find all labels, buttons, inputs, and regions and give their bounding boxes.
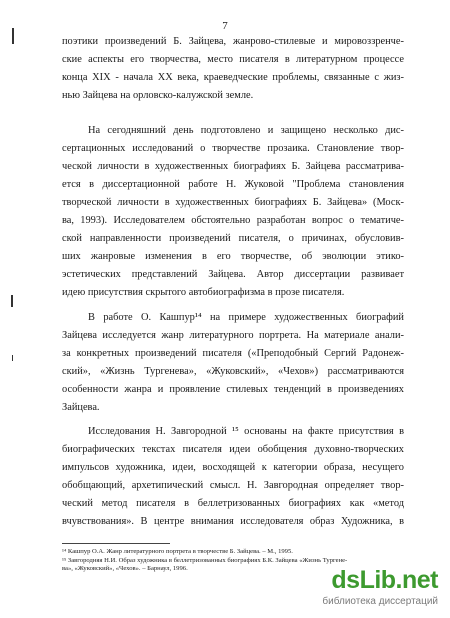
text-line: идею присутствия скрытого автобиографизма в прозе писателя. [62,287,345,298]
text-line: творческой личности в художественных биографиях Б. Зайцева» (Моск- [62,197,404,208]
text-line: ших жанровые изменения в его творчестве, об эволюции этико- [62,251,404,262]
text-line: импульсов художника, идеи, восходящей к категории образа, несущего [62,462,404,473]
footnote-divider [62,543,170,544]
text-line: ческий метод писателя в беллетризованных биографиях как «метод [62,498,404,509]
text-line: ский», «Жизнь Тургенева», «Жуковский», «Чехов») рассматриваются [62,366,404,377]
text-line: сертационных исследований о творчестве прозаика. Становление твор- [62,143,404,154]
margin-mark-lower [12,355,13,361]
page-number: 7 [222,20,228,32]
text-line: за конкретных произведений писателя («Преподобный Сергий Радонеж- [62,348,404,359]
dslib-tagline: библиотека диссертаций [322,596,438,607]
text-line: В работе О. Кашпур¹⁴ на примере художественных биографий [88,312,404,323]
text-line: Зайцева. [62,402,100,413]
text-line: нью Зайцева на орловско-калужской земле. [62,90,254,101]
text-line: конца XIX - начала XX века, краеведческие проблемы, связанные с жиз- [62,72,404,83]
text-line: вчувствования». В центре внимания исследователя образ Художника, в [62,516,404,527]
dslib-watermark [248,566,438,607]
text-line: Зайцева исследуется жанр литературного портрета. На материале анали- [62,330,404,341]
text-line: ские аспекты его творчества, место писателя в литературном процессе [62,54,404,65]
text-line: обобщающий, архетипический смысл. Н. Завгородная определяет твор- [62,480,404,491]
dslib-logo: dsLib.net [331,566,438,594]
text-line: ческой личности в художественных биографиях Б. Зайцева рассматрива- [62,161,404,172]
text-line: особенности жанра и проявление стилевых тенденций в произведениях [62,384,404,395]
footnote-15-continued: ва», «Жуковский», «Чехов». – Барнаул, 1996. [62,565,188,572]
margin-mark-middle [11,295,13,307]
text-line: Исследования Н. Завгородной ¹⁵ основаны на факте присутствия в [88,426,404,437]
footnote-15: ¹⁵ Завгородняя Н.И. Образ художника в беллетризованных биографиях Б.К. Зайцева «Жизнь Тургене- [62,557,348,564]
text-line: ской направленности произведений писателя, о причинах, обусловив- [62,233,404,244]
footnote-14: ¹⁴ Кашпур О.А. Жанр литературного портрета в творчестве Б. Зайцева. – М., 1995. [62,548,293,555]
text-line: поэтики произведений Б. Зайцева, жанрово-стилевые и мировоззренче- [62,36,404,47]
text-line: ется в диссертационной работе Н. Жуковой "Проблема становления [62,179,404,190]
text-line: эстетических представлений Зайцева. Автор диссертации развивает [62,269,404,280]
text-line: ва, 1993). Исследователем обстоятельно разработан вопрос о тематиче- [62,215,404,226]
text-line: биографических текстах писателя идеи обобщения духовно-творческих [62,444,404,455]
margin-mark-top [12,28,14,44]
text-line: На сегодняшний день подготовлено и защищено несколько дис- [88,125,404,136]
